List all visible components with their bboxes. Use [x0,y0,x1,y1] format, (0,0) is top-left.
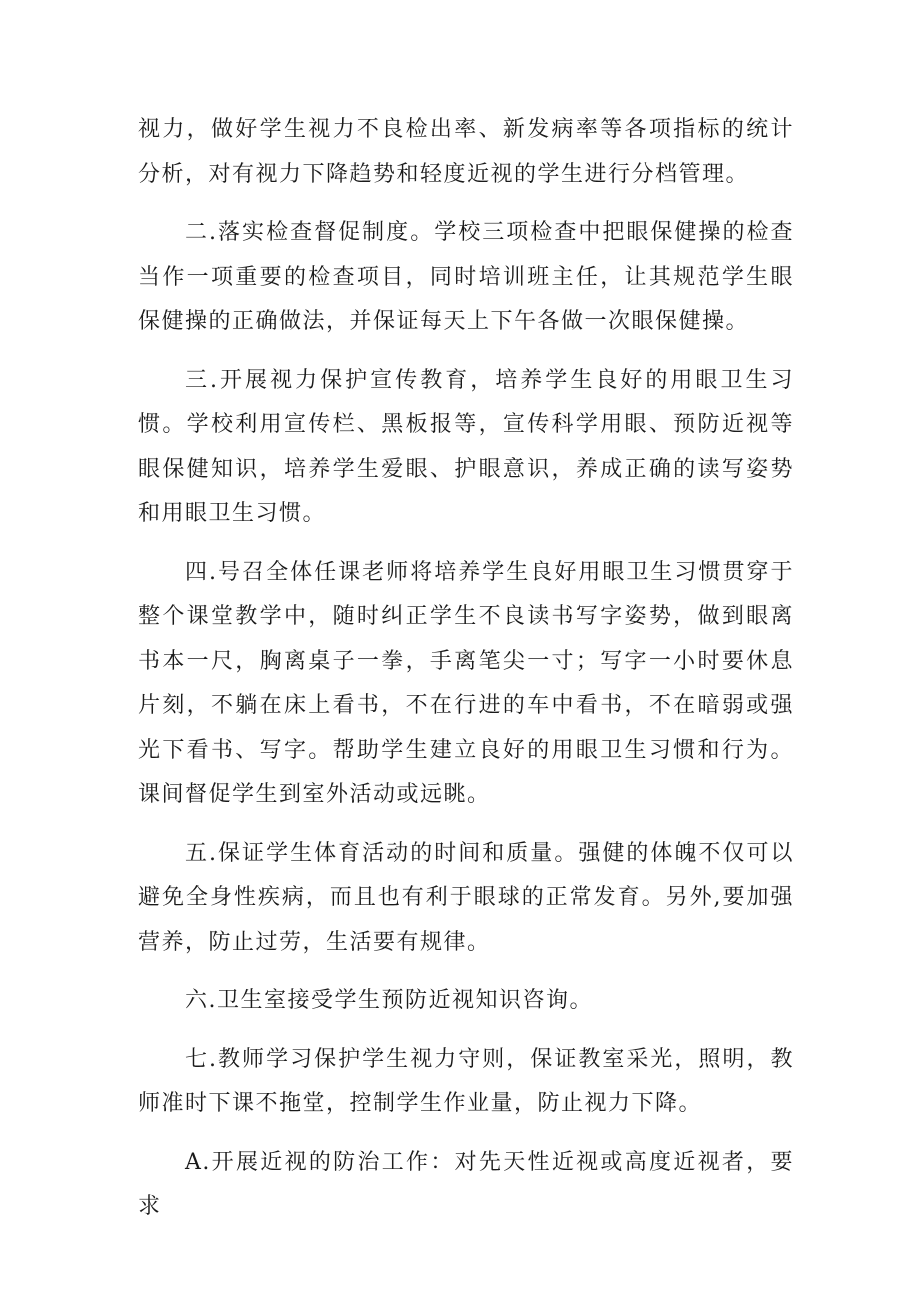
paragraph-2: 二.落实检查督促制度。学校三项检查中把眼保健操的检查当作一项重要的检查项目，同时培训班主任，让其规范学生眼保健操的正确做法，并保证每天上下午各做一次眼保健操。 [138,220,794,334]
paragraph-6: 六.卫生室接受学生预防近视知识咨询。 [185,988,593,1013]
document-body [138,108,794,1244]
paragraph-7: 七.教师学习保护学生视力守则，保证教室采光，照明，教师准时下课不拖堂，控制学生作业量，防止视力下降。 [138,1046,794,1116]
paragraph-1: 视力，做好学生视力不良检出率、新发病率等各项指标的统计分析，对有视力下降趋势和轻度近视的学生进行分档管理。 [138,117,794,187]
paragraph-4: 四.号召全体任课老师将培养学生良好用眼卫生习惯贯穿于整个课堂教学中，随时纠正学生不良读书写字姿势，做到眼离书本一尺，胸离桌子一拳，手离笔尖一寸；写字一小时要休息片刻，不躺在床上看书，不在行进的车中看书，不在暗弱或强光下看书、写字。帮助学生建立良好的用眼卫生习惯和行为。课间督促学生到室外活动或远眺。 [138,559,794,807]
paragraph-3: 三.开展视力保护宣传教育，培养学生良好的用眼卫生习惯。学校利用宣传栏、黑板报等，宣传科学用眼、预防近视等眼保健知识，培养学生爱眼、护眼意识，养成正确的读写姿势和用眼卫生习惯。 [138,367,794,526]
paragraph-8: A.开展近视的防治工作：对先天性近视或高度近视者，要求 [138,1149,794,1219]
paragraph-5: 五.保证学生体育活动的时间和质量。强健的体魄不仅可以避免全身性疾病，而且也有利于眼球的正常发育。另外,要加强营养，防止过劳，生活要有规律。 [138,840,794,955]
